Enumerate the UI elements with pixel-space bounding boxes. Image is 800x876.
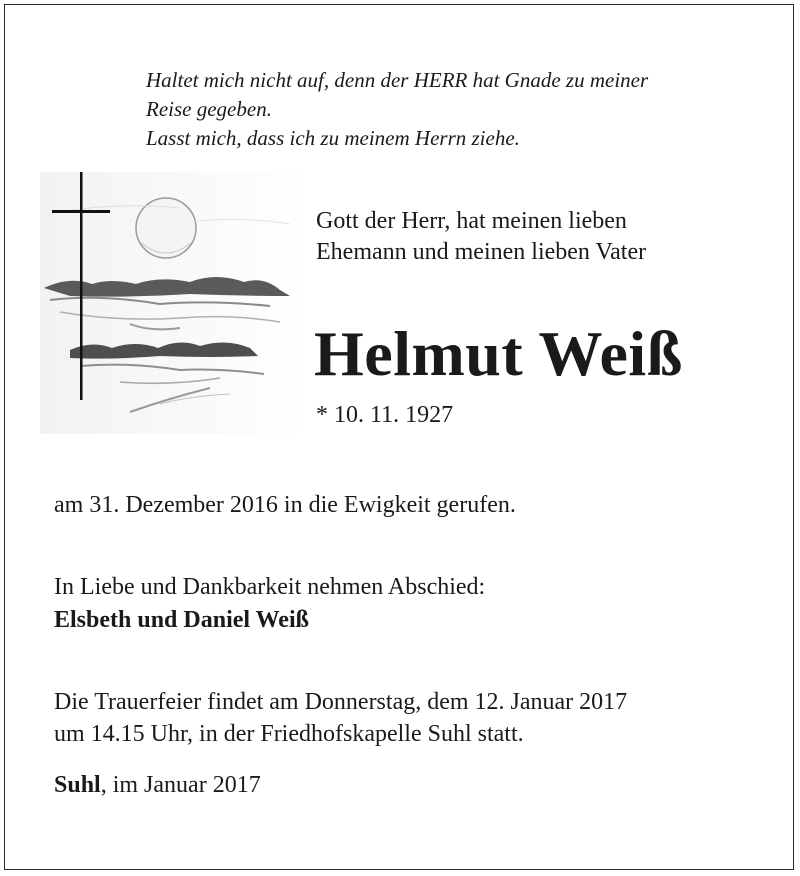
death-statement: am 31. Dezember 2016 in die Ewigkeit gerufen. (54, 492, 516, 518)
service-line-1: Die Trauerfeier findet am Donnerstag, dem 12. Januar 2017 (54, 689, 628, 715)
verse-line-3: Lasst mich, dass ich zu meinem Herrn ziehe. (146, 126, 520, 150)
intro-line-1: Gott der Herr, hat meinen lieben (316, 208, 627, 234)
birth-date: * 10. 11. 1927 (316, 402, 454, 428)
place-date (54, 770, 261, 800)
service-line-2: um 14.15 Uhr, in der Friedhofskapelle Suhl statt. (54, 721, 524, 747)
place-name: Suhl (54, 772, 101, 798)
mourners-intro: In Liebe und Dankbarkeit nehmen Abschied: (54, 574, 486, 600)
cross-moon-landscape-icon (40, 172, 310, 434)
date-text: , im Januar 2017 (100, 772, 261, 798)
verse-line-2: Reise gegeben. (146, 97, 272, 121)
bible-verse (146, 66, 776, 153)
deceased-name: Helmut Weiß (314, 318, 683, 389)
verse-line-1: Haltet mich nicht auf, denn der HERR hat Gnade zu meiner (146, 68, 649, 92)
mourners-names: Elsbeth und Daniel Weiß (54, 607, 309, 633)
intro-text (316, 206, 646, 268)
intro-line-2: Ehemann und meinen lieben Vater (316, 239, 647, 265)
